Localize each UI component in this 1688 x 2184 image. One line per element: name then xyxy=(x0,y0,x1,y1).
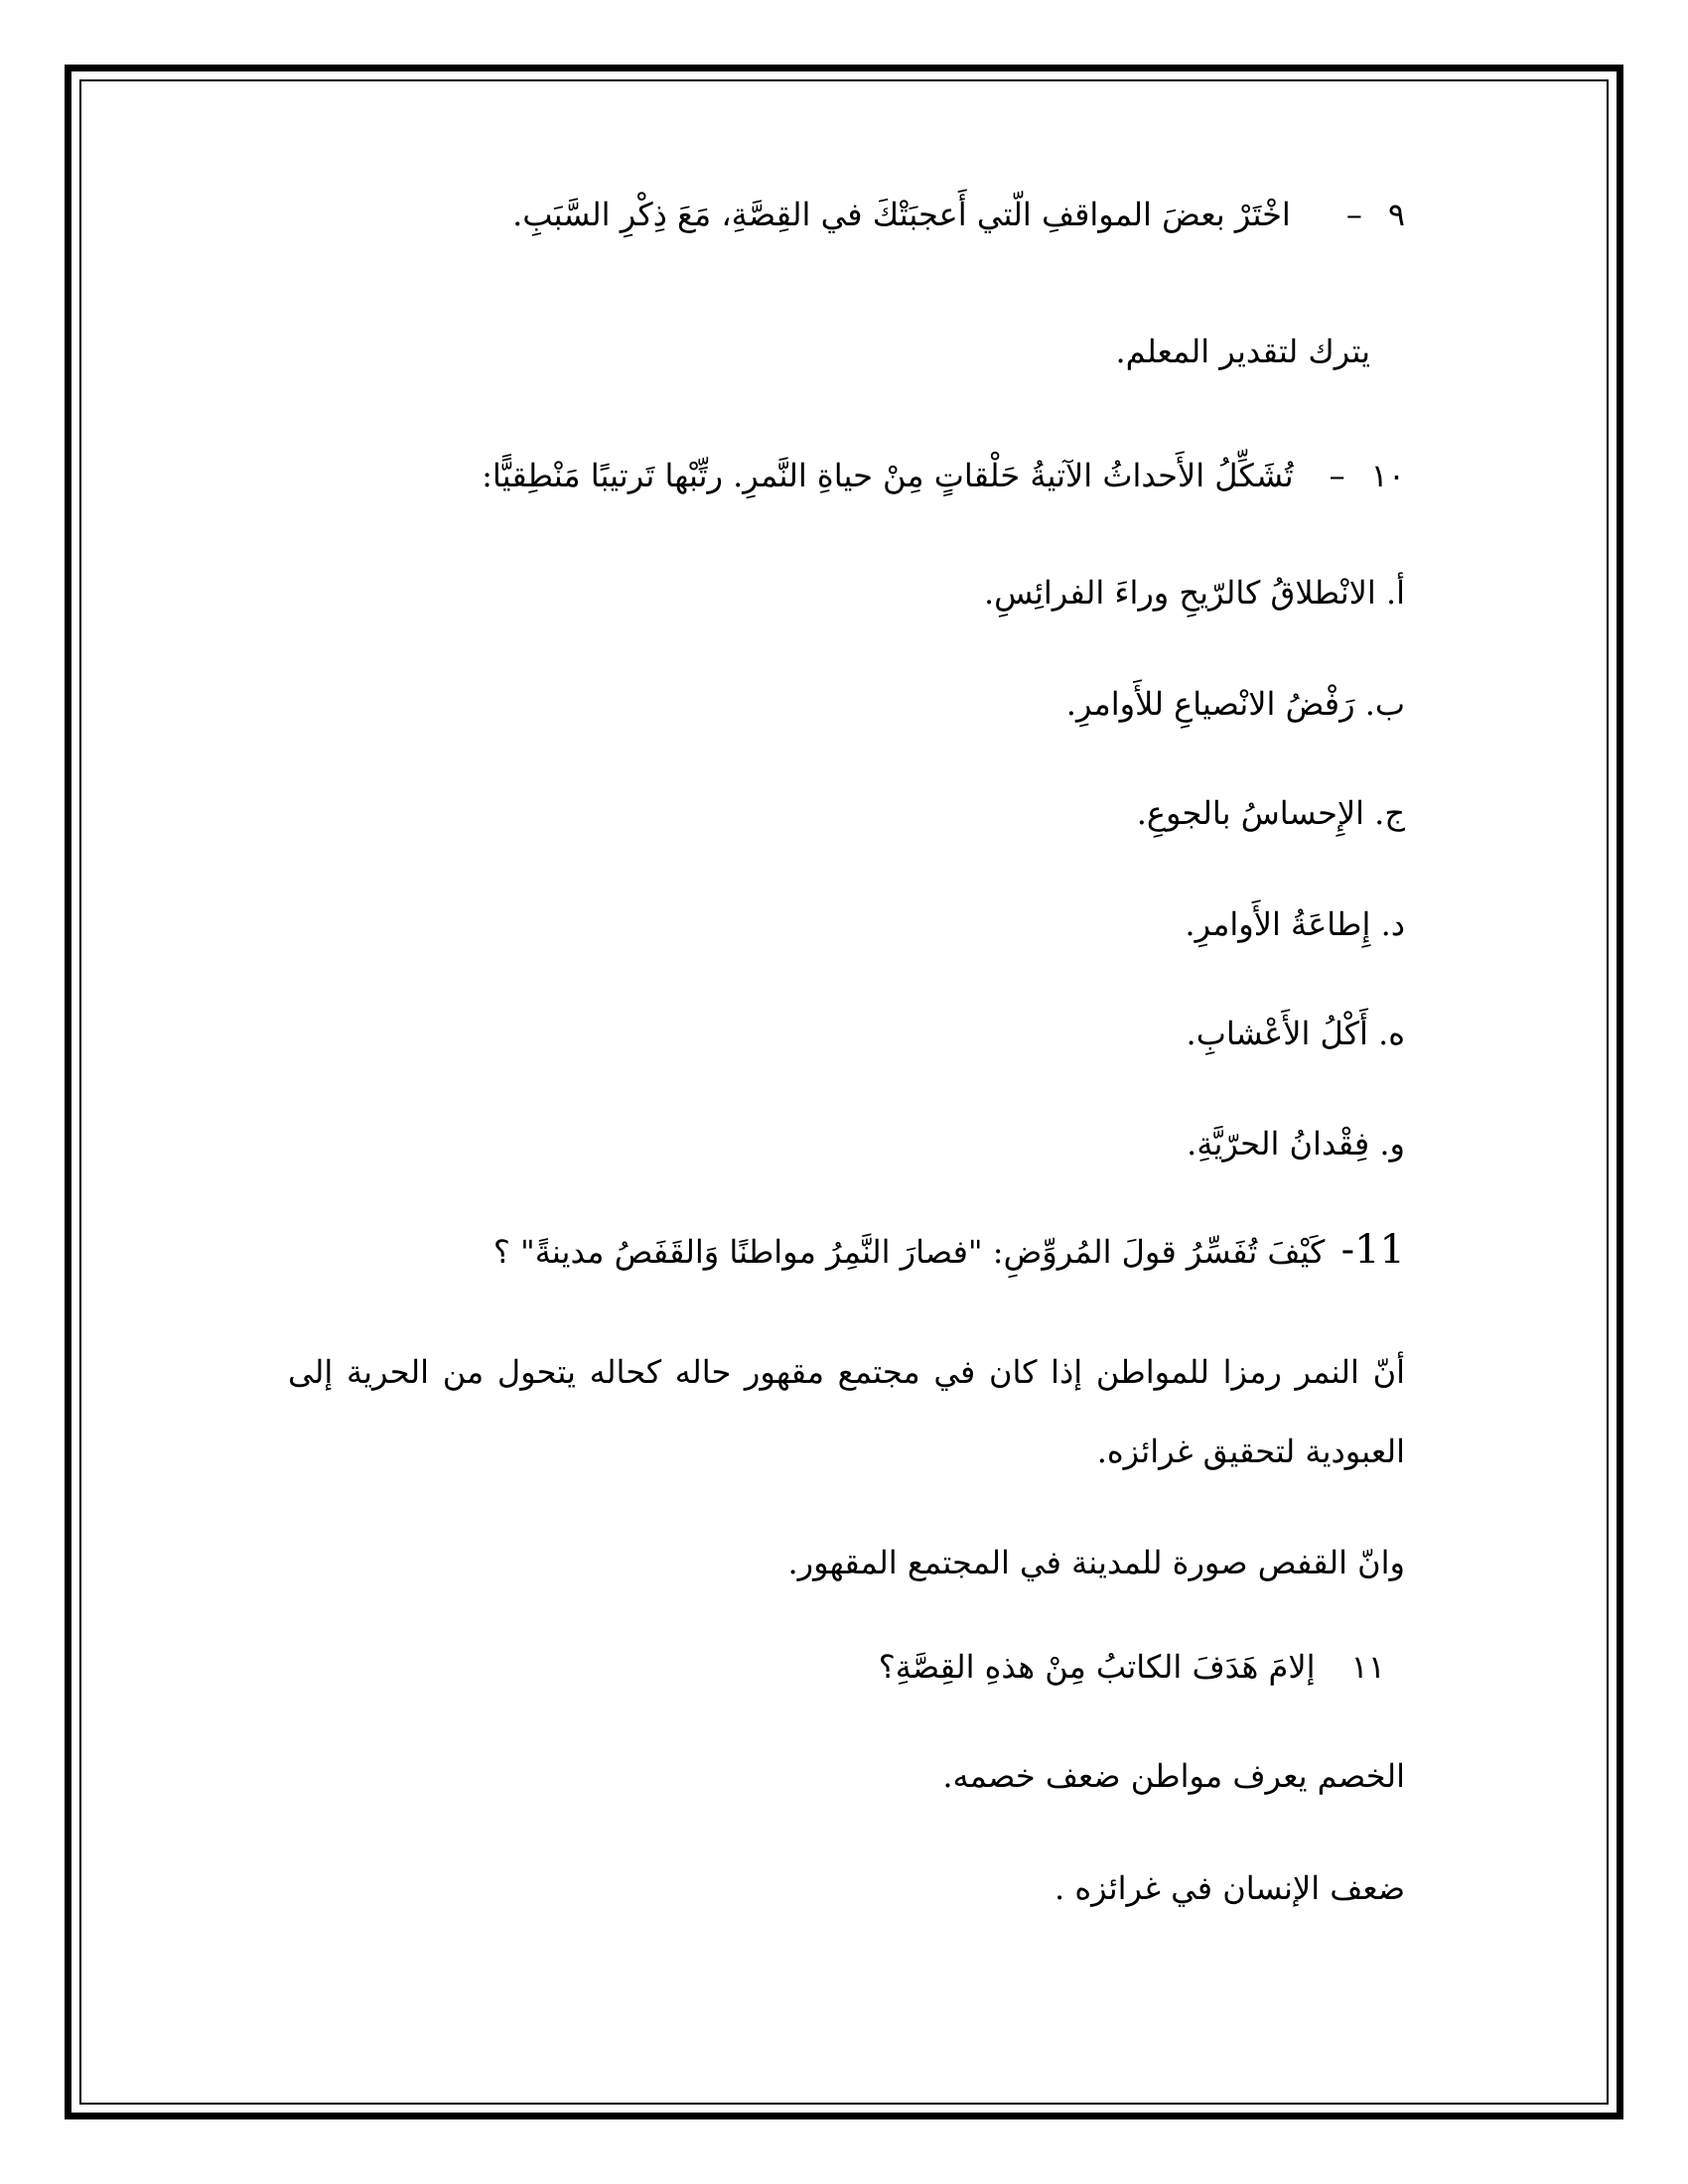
question-11-answer-paragraph: أنّ النمر رمزا للمواطن إذا كان في مجتمع مقهور حاله كحاله يتحول من الحرية إلى العبودية لتحقيق غرائزه. xyxy=(288,1353,1405,1470)
question-12-answer-2: ضعف الإنسان في غرائزه . xyxy=(1054,1869,1405,1907)
question-9 xyxy=(512,196,1405,233)
question-12-text: إلامَ هَدَفَ الكاتبُ مِنْ هذهِ القِصَّةِ؟ xyxy=(878,1648,1316,1686)
event-item-a: أ. الانْطلاقُ كالرّيحِ وراءَ الفرائِسِ. xyxy=(983,574,1405,612)
question-11-text: كَيْفَ تُفَسِّرُ قولَ المُروِّضِ: "فصارَ النَّمِرُ مواطنًا وَالقَفَصُ مدينةً" ؟ xyxy=(492,1233,1326,1271)
question-11 xyxy=(493,1226,1405,1274)
event-item-b: ب. رَفْضُ الانْصياعِ للأَوامرِ. xyxy=(1065,685,1405,723)
question-9-dash: – xyxy=(1345,196,1362,233)
event-item-c: ج. الإِحساسُ بالجوعِ. xyxy=(1136,794,1405,832)
question-10 xyxy=(482,457,1405,494)
question-10-dash: – xyxy=(1329,457,1345,494)
question-12-number: ١١ xyxy=(1350,1648,1385,1686)
question-12 xyxy=(879,1648,1385,1686)
event-item-e: ه. أَكْلُ الأَعْشابِ. xyxy=(1186,1015,1405,1052)
question-9-text: اخْتَرْ بعضَ المواقفِ الّتي أَعجبَتْكَ في القِصَّةِ، مَعَ ذِكْرِ السَّبَبِ. xyxy=(512,196,1291,233)
event-item-f: و. فِقْدانُ الحرّيَّةِ. xyxy=(1187,1125,1405,1162)
question-9-number: ٩ xyxy=(1387,196,1405,233)
question-10-number: ١٠ xyxy=(1370,457,1405,494)
question-12-answer-1: الخصم يعرف مواطن ضعف خصمه. xyxy=(942,1757,1405,1795)
event-item-d: د. إِطاعَةُ الأَوامرِ. xyxy=(1185,905,1405,943)
question-11-answer-cage: وانّ القفص صورة للمدينة في المجتمع المقهور. xyxy=(787,1544,1405,1581)
question-11-number: 11- xyxy=(1340,1227,1405,1273)
question-9-answer: يترك لتقدير المعلم. xyxy=(1115,333,1370,370)
question-10-text: تُشَكِّلُ الأَحداثُ الآتيةُ حَلْقاتٍ مِنْ حياةِ النَّمرِ. رتِّبْها تَرتيبًا مَنْطِقيًّا: xyxy=(482,457,1294,494)
worksheet-content xyxy=(288,0,1405,2184)
